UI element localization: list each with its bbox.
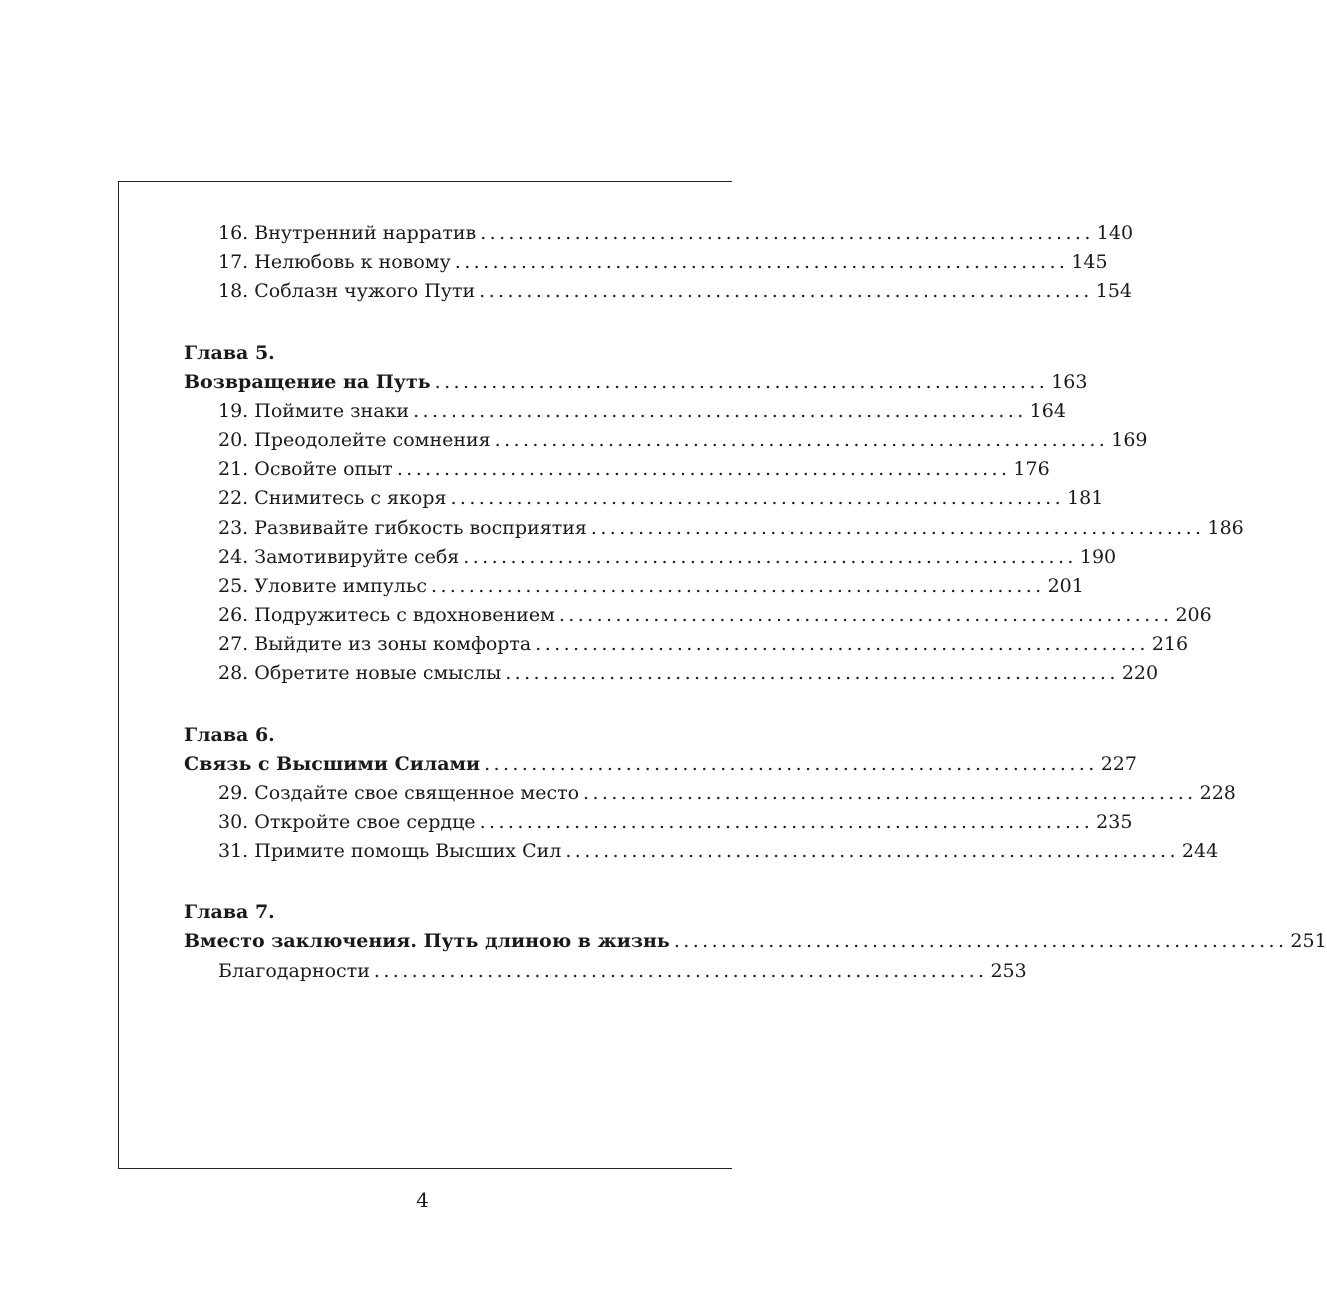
chapter-label: Глава 7. (184, 901, 275, 924)
toc-entry-title: 17. Нелюбовь к новому (218, 251, 451, 274)
toc-entry-title: 20. Преодолейте сомнения (218, 428, 491, 451)
dot-leader: ................................................................. (558, 604, 1173, 627)
toc-entry-page: 216 (1151, 633, 1189, 656)
dot-leader: ................................................................. (535, 633, 1149, 656)
chapter-label: Глава 5. (184, 341, 275, 364)
toc-entry-title: 24. Замотивируйте себя (218, 545, 460, 568)
dot-leader: ................................................................. (479, 280, 1093, 303)
toc-entry-page: 145 (1071, 251, 1108, 274)
dot-leader: ................................................................. (450, 487, 1065, 510)
toc-entry-page: 154 (1095, 280, 1132, 303)
toc-entry (184, 808, 1133, 837)
toc-entry-title: 23. Развивайте гибкость восприятия (218, 516, 587, 539)
toc-entry (184, 572, 1084, 601)
toc-entry (184, 837, 1219, 866)
toc-entry-page: 190 (1079, 545, 1117, 568)
toc-entry (184, 659, 1159, 688)
dot-leader: ................................................................. (565, 840, 1179, 863)
chapter-page: 227 (1100, 752, 1137, 775)
dot-leader: ................................................................. (480, 222, 1094, 244)
dot-leader: ................................................................. (505, 662, 1119, 685)
dot-leader: ................................................................. (434, 370, 1049, 393)
toc-entry-page: 201 (1047, 574, 1084, 597)
toc-entry-page: 206 (1175, 604, 1212, 627)
chapter-entry (184, 750, 1137, 779)
toc-entry (184, 543, 1117, 572)
page-number: 4 (416, 1188, 429, 1212)
toc-entry (184, 779, 1236, 808)
toc-entry-title: 16. Внутренний нарратив (218, 222, 477, 244)
toc-entry-page: 186 (1207, 516, 1244, 539)
toc-entry-page: 220 (1121, 662, 1159, 685)
toc-entry-title: 21. Освойте опыт (218, 458, 393, 481)
toc-entry-page: 253 (990, 959, 1027, 982)
toc-entry-title: 27. Выйдите из зоны комфорта (218, 633, 532, 656)
dot-leader: ................................................................. (454, 251, 1069, 274)
toc-entry-page: 228 (1199, 781, 1236, 804)
toc-entry (184, 397, 1066, 426)
toc-entry-title: 25. Уловите импульс (218, 574, 427, 597)
toc-entry (184, 219, 1134, 248)
toc-entry (184, 248, 1108, 277)
dot-leader: ................................................................. (396, 458, 1011, 481)
toc-entry-title: 18. Соблазн чужого Пути (218, 280, 476, 303)
toc-entry (184, 957, 1027, 986)
table-of-contents (184, 219, 1327, 986)
dot-leader: ................................................................. (590, 516, 1205, 539)
toc-entry-page: 244 (1181, 840, 1219, 863)
toc-entry-page: 164 (1029, 399, 1066, 422)
toc-entry-title: 26. Подружитесь с вдохновением (218, 604, 555, 627)
toc-entry (184, 601, 1212, 630)
toc-entry-page: 169 (1111, 428, 1148, 451)
dot-leader: ................................................................. (413, 399, 1027, 422)
chapter-label: Глава 6. (184, 723, 275, 746)
toc-entry (184, 455, 1050, 484)
toc-entry-title: 29. Создайте свое священное место (218, 781, 580, 804)
toc-entry (184, 277, 1132, 306)
chapter-page: 163 (1051, 370, 1088, 393)
toc-entry-page: 140 (1096, 222, 1134, 244)
toc-entry (184, 484, 1104, 513)
toc-entry-title: 22. Снимитесь с якоря (218, 487, 447, 510)
toc-entry-page: 235 (1096, 811, 1133, 833)
toc-entry-title: 28. Обретите новые смыслы (218, 662, 502, 685)
chapter-entry (184, 927, 1327, 956)
toc-entry-title: Благодарности (218, 959, 370, 982)
chapter-entry (184, 368, 1088, 397)
dot-leader: ................................................................. (484, 752, 1098, 775)
dot-leader: ................................................................. (494, 428, 1109, 451)
toc-entry (184, 630, 1189, 659)
chapter-title: Возвращение на Путь (184, 370, 431, 393)
chapter-title: Связь с Высшими Силами (184, 752, 481, 775)
dot-leader: ................................................................. (463, 545, 1077, 568)
dot-leader: ................................................................. (431, 574, 1045, 597)
toc-entry-title: 30. Откройте свое сердце (218, 811, 476, 833)
toc-entry-title: 19. Поймите знаки (218, 399, 410, 422)
chapter-title: Вместо заключения. Путь длиною в жизнь (184, 930, 670, 953)
toc-entry-page: 181 (1067, 487, 1104, 510)
toc-entry (184, 514, 1244, 543)
toc-entry (184, 426, 1148, 455)
toc-entry-title: 31. Примите помощь Высших Сил (218, 840, 562, 863)
chapter-page: 251 (1290, 930, 1327, 953)
dot-leader: ................................................................. (479, 811, 1094, 833)
dot-leader: ................................................................. (673, 930, 1288, 953)
toc-entry-page: 176 (1013, 458, 1050, 481)
dot-leader: ................................................................. (583, 781, 1197, 804)
dot-leader: ................................................................. (373, 959, 988, 982)
